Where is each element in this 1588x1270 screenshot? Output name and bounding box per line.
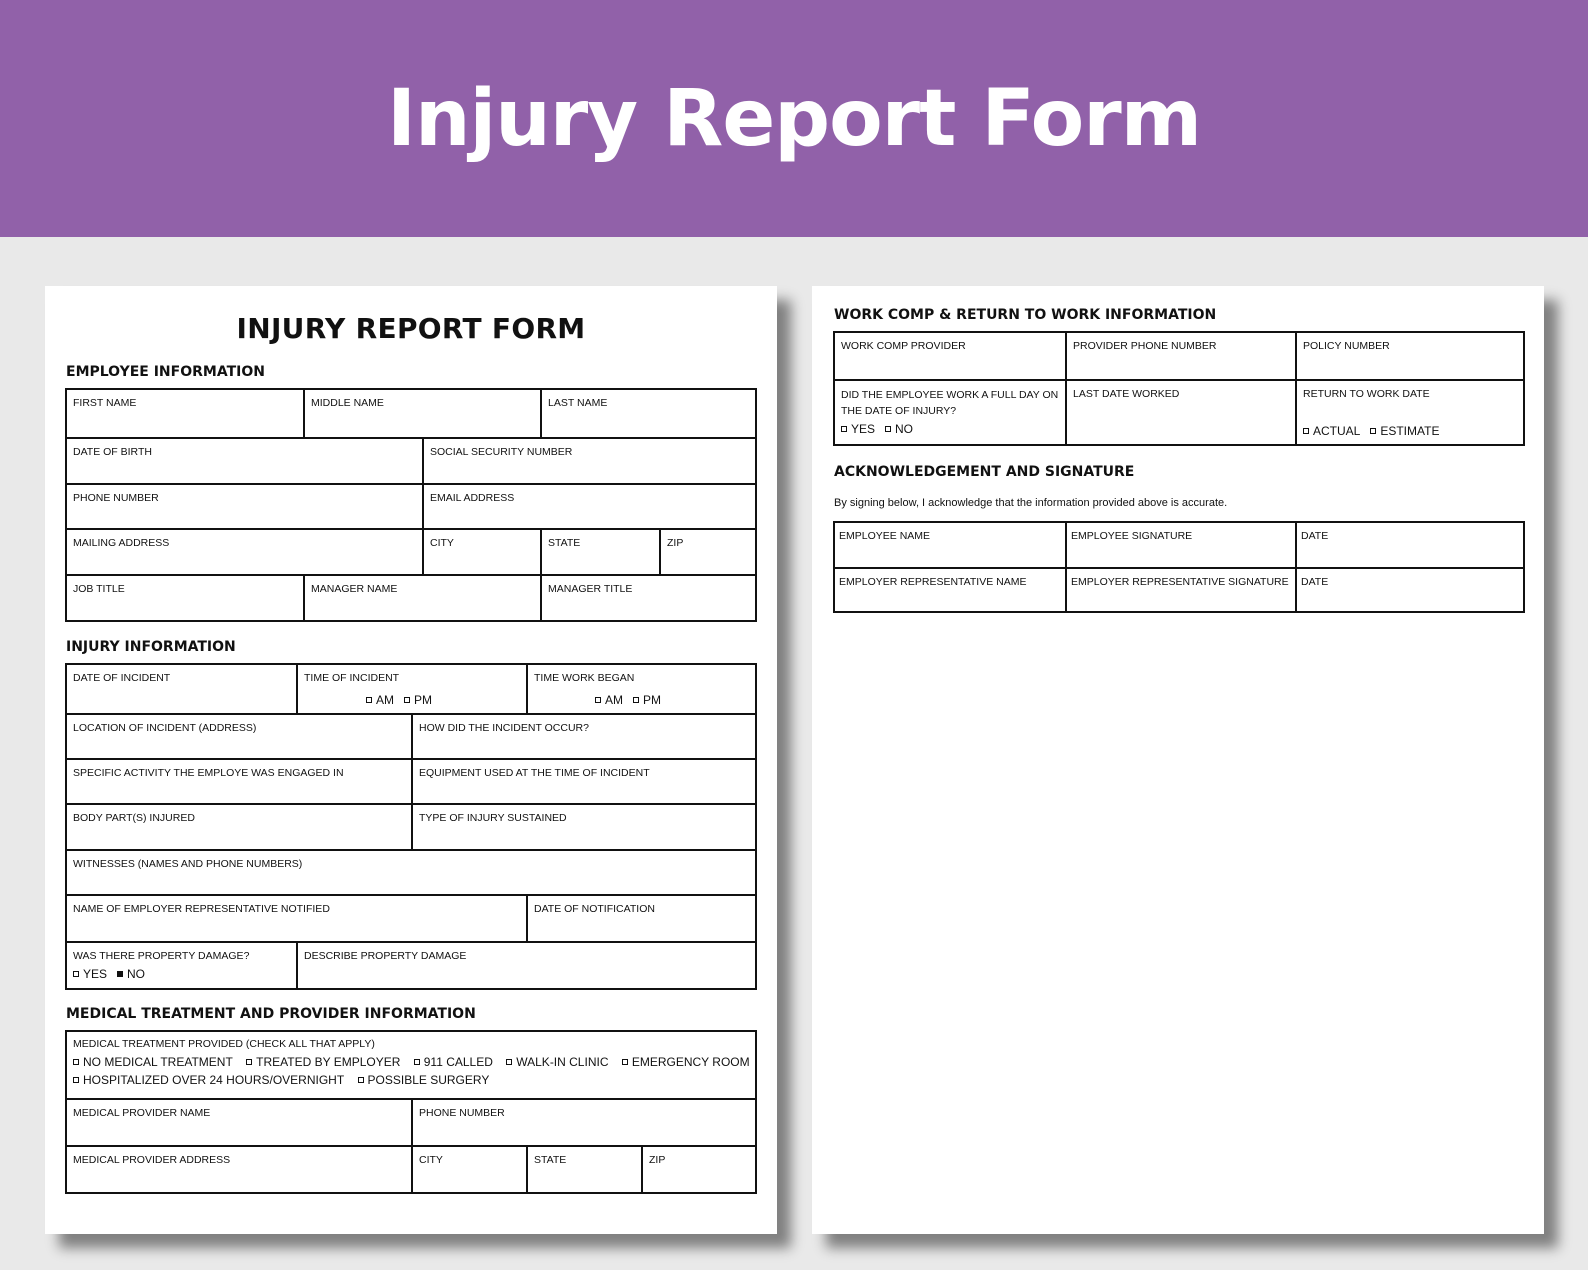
ssn-label: SOCIAL SECURITY NUMBER (430, 446, 573, 458)
date-of-birth-label: DATE OF BIRTH (73, 446, 152, 458)
workcomp-section-heading: WORK COMP & RETURN TO WORK INFORMATION (834, 307, 1217, 323)
workcomp-provider-field[interactable] (835, 333, 1065, 379)
full-day-label-line-1: DID THE EMPLOYEE WORK A FULL DAY ON (841, 389, 1059, 401)
option-possible-surgery: POSSIBLE SURGERY (367, 1072, 490, 1087)
checkbox-pm-icon[interactable] (404, 697, 410, 703)
checkbox-no-icon[interactable] (885, 426, 891, 432)
manager-title-label: MANAGER TITLE (548, 583, 633, 595)
checkbox-icon[interactable] (246, 1059, 252, 1065)
job-title-field[interactable] (67, 576, 303, 620)
signature-table (833, 521, 1525, 613)
city-field[interactable] (422, 530, 540, 574)
date-of-birth-field[interactable] (67, 439, 422, 483)
location-label: LOCATION OF INCIDENT (ADDRESS) (73, 722, 257, 734)
how-occurred-field[interactable] (411, 715, 755, 758)
option-emergency-room: EMERGENCY ROOM (631, 1054, 750, 1069)
option-yes: YES (851, 421, 876, 436)
injury-section-heading: INJURY INFORMATION (66, 639, 236, 655)
rep-notified-label: NAME OF EMPLOYER REPRESENTATIVE NOTIFIED (73, 903, 330, 915)
option-treated-by-employer: TREATED BY EMPLOYER (256, 1054, 401, 1069)
last-name-label: LAST NAME (548, 397, 608, 409)
time-of-incident-field[interactable] (296, 665, 526, 713)
email-label: EMAIL ADDRESS (430, 492, 515, 504)
checkbox-no-checked-icon[interactable] (117, 971, 123, 977)
policy-number-field[interactable] (1295, 333, 1523, 379)
option-am: AM (605, 693, 623, 707)
time-of-incident-label: TIME OF INCIDENT (304, 672, 400, 684)
return-date-label: RETURN TO WORK DATE (1303, 388, 1430, 400)
option-pm: PM (414, 693, 432, 707)
employer-date-label: DATE (1301, 576, 1329, 588)
last-date-worked-label: LAST DATE WORKED (1073, 388, 1180, 400)
date-notification-label: DATE OF NOTIFICATION (534, 903, 655, 915)
job-title-label: JOB TITLE (73, 583, 125, 595)
provider-address-field[interactable] (67, 1147, 411, 1192)
option-hospitalized: HOSPITALIZED OVER 24 HOURS/OVERNIGHT (83, 1072, 345, 1087)
option-am: AM (376, 693, 394, 707)
time-work-began-field[interactable] (526, 665, 755, 713)
manager-title-field[interactable] (540, 576, 755, 620)
phone-label: PHONE NUMBER (73, 492, 159, 504)
checkbox-pm-icon[interactable] (633, 697, 639, 703)
treatment-field[interactable] (67, 1032, 766, 1098)
checkbox-yes-icon[interactable] (841, 426, 847, 432)
form-page-2 (812, 286, 1544, 1234)
ack-section-heading: ACKNOWLEDGEMENT AND SIGNATURE (834, 464, 1135, 480)
checkbox-icon[interactable] (414, 1059, 420, 1065)
provider-phone-field[interactable] (1065, 333, 1295, 379)
witnesses-label: WITNESSES (NAMES AND PHONE NUMBERS) (73, 858, 303, 870)
injury-type-field[interactable] (411, 805, 755, 849)
provider-name-field[interactable] (67, 1100, 411, 1145)
date-notification-field[interactable] (526, 896, 755, 941)
employee-date-field[interactable] (1295, 523, 1523, 567)
employer-date-field[interactable] (1295, 569, 1523, 611)
witnesses-field[interactable] (67, 851, 755, 894)
employee-date-label: DATE (1301, 530, 1329, 542)
policy-number-label: POLICY NUMBER (1303, 340, 1390, 352)
activity-label: SPECIFIC ACTIVITY THE EMPLOYE WAS ENGAGED IN (73, 767, 344, 779)
first-name-label: FIRST NAME (73, 397, 137, 409)
employee-section-heading: EMPLOYEE INFORMATION (66, 364, 265, 380)
employer-rep-signature-field[interactable] (1065, 569, 1295, 611)
first-name-field[interactable] (67, 390, 303, 437)
banner-title: Injury Report Form (386, 73, 1202, 164)
employee-signature-label: EMPLOYEE SIGNATURE (1071, 530, 1193, 542)
option-actual: ACTUAL (1313, 424, 1361, 438)
equipment-field[interactable] (411, 760, 755, 803)
medical-section-heading: MEDICAL TREATMENT AND PROVIDER INFORMATION (66, 1006, 476, 1022)
checkbox-icon[interactable] (358, 1077, 364, 1083)
return-date-field[interactable] (1295, 381, 1523, 444)
checkbox-am-icon[interactable] (366, 697, 372, 703)
checkbox-am-icon[interactable] (595, 697, 601, 703)
employer-rep-name-label: EMPLOYER REPRESENTATIVE NAME (839, 576, 1027, 588)
option-911-called: 911 CALLED (423, 1054, 493, 1069)
date-of-incident-label: DATE OF INCIDENT (73, 672, 171, 684)
employee-name-label: EMPLOYEE NAME (839, 530, 931, 542)
provider-city-field[interactable] (411, 1147, 526, 1192)
employee-signature-field[interactable] (1065, 523, 1295, 567)
manager-name-field[interactable] (303, 576, 540, 620)
zip-label: ZIP (667, 537, 684, 549)
provider-state-label: STATE (534, 1154, 567, 1166)
property-damage-label: WAS THERE PROPERTY DAMAGE? (73, 950, 250, 962)
option-pm: PM (643, 693, 661, 707)
employer-rep-name-field[interactable] (835, 569, 1065, 611)
email-field[interactable] (422, 485, 755, 528)
provider-name-label: MEDICAL PROVIDER NAME (73, 1107, 211, 1119)
city-label: CITY (430, 537, 454, 549)
option-no: NO (895, 421, 914, 436)
provider-address-label: MEDICAL PROVIDER ADDRESS (73, 1154, 231, 1166)
checkbox-yes-icon[interactable] (73, 971, 79, 977)
page-title: INJURY REPORT FORM (236, 312, 586, 345)
checkbox-estimate-icon[interactable] (1370, 428, 1376, 434)
full-day-label-line-2: THE DATE OF INJURY? (841, 405, 957, 418)
provider-zip-field[interactable] (641, 1147, 755, 1192)
equipment-label: EQUIPMENT USED AT THE TIME OF INCIDENT (419, 767, 650, 779)
full-day-field[interactable] (835, 381, 1065, 444)
time-work-began-label: TIME WORK BEGAN (534, 672, 635, 684)
employer-rep-signature-label: EMPLOYER REPRESENTATIVE SIGNATURE (1071, 576, 1289, 588)
checkbox-icon[interactable] (73, 1059, 79, 1065)
how-occurred-label: HOW DID THE INCIDENT OCCUR? (419, 722, 589, 734)
provider-zip-label: ZIP (649, 1154, 666, 1166)
body-parts-label: BODY PART(S) INJURED (73, 812, 195, 824)
describe-damage-label: DESCRIBE PROPERTY DAMAGE (304, 950, 467, 962)
checkbox-icon[interactable] (506, 1059, 512, 1065)
option-estimate: ESTIMATE (1380, 424, 1440, 438)
workcomp-table (833, 331, 1525, 446)
option-no: NO (127, 966, 146, 981)
zip-field[interactable] (659, 530, 755, 574)
rep-notified-field[interactable] (67, 896, 526, 941)
workcomp-provider-label: WORK COMP PROVIDER (841, 340, 966, 352)
last-name-field[interactable] (540, 390, 755, 437)
ssn-field[interactable] (422, 439, 755, 483)
employee-name-field[interactable] (835, 523, 1065, 567)
provider-phone-label: PROVIDER PHONE NUMBER (1073, 340, 1217, 352)
employee-info-table (65, 388, 757, 622)
state-label: STATE (548, 537, 581, 549)
injury-type-label: TYPE OF INJURY SUSTAINED (419, 812, 567, 824)
provider-city-label: CITY (419, 1154, 443, 1166)
describe-damage-field[interactable] (296, 943, 755, 988)
date-of-incident-field[interactable] (67, 665, 296, 713)
treatment-label: MEDICAL TREATMENT PROVIDED (CHECK ALL THAT APPLY) (73, 1038, 375, 1050)
mailing-address-field[interactable] (67, 530, 422, 574)
body-parts-field[interactable] (67, 805, 411, 849)
checkbox-icon[interactable] (622, 1059, 628, 1065)
header-banner (0, 0, 1588, 237)
injury-info-table (65, 663, 757, 990)
option-walk-in-clinic: WALK-IN CLINIC (516, 1054, 609, 1069)
last-date-worked-field[interactable] (1065, 381, 1295, 444)
location-field[interactable] (67, 715, 411, 758)
ack-statement: By signing below, I acknowledge that the information provided above is accurate. (834, 497, 1228, 509)
checkbox-actual-icon[interactable] (1303, 428, 1309, 434)
checkbox-icon[interactable] (73, 1077, 79, 1083)
option-no-treatment: NO MEDICAL TREATMENT (83, 1054, 233, 1069)
manager-name-label: MANAGER NAME (311, 583, 398, 595)
property-damage-field[interactable] (67, 943, 296, 988)
middle-name-field[interactable] (303, 390, 540, 437)
option-yes: YES (83, 966, 108, 981)
activity-field[interactable] (67, 760, 411, 803)
medical-info-table (65, 1030, 757, 1194)
mailing-address-label: MAILING ADDRESS (73, 537, 170, 549)
phone-field[interactable] (67, 485, 422, 528)
form-page-1 (45, 286, 777, 1234)
provider-phone-field[interactable] (411, 1100, 755, 1145)
provider-state-field[interactable] (526, 1147, 641, 1192)
provider-phone-label: PHONE NUMBER (419, 1107, 505, 1119)
state-field[interactable] (540, 530, 659, 574)
middle-name-label: MIDDLE NAME (311, 397, 384, 409)
